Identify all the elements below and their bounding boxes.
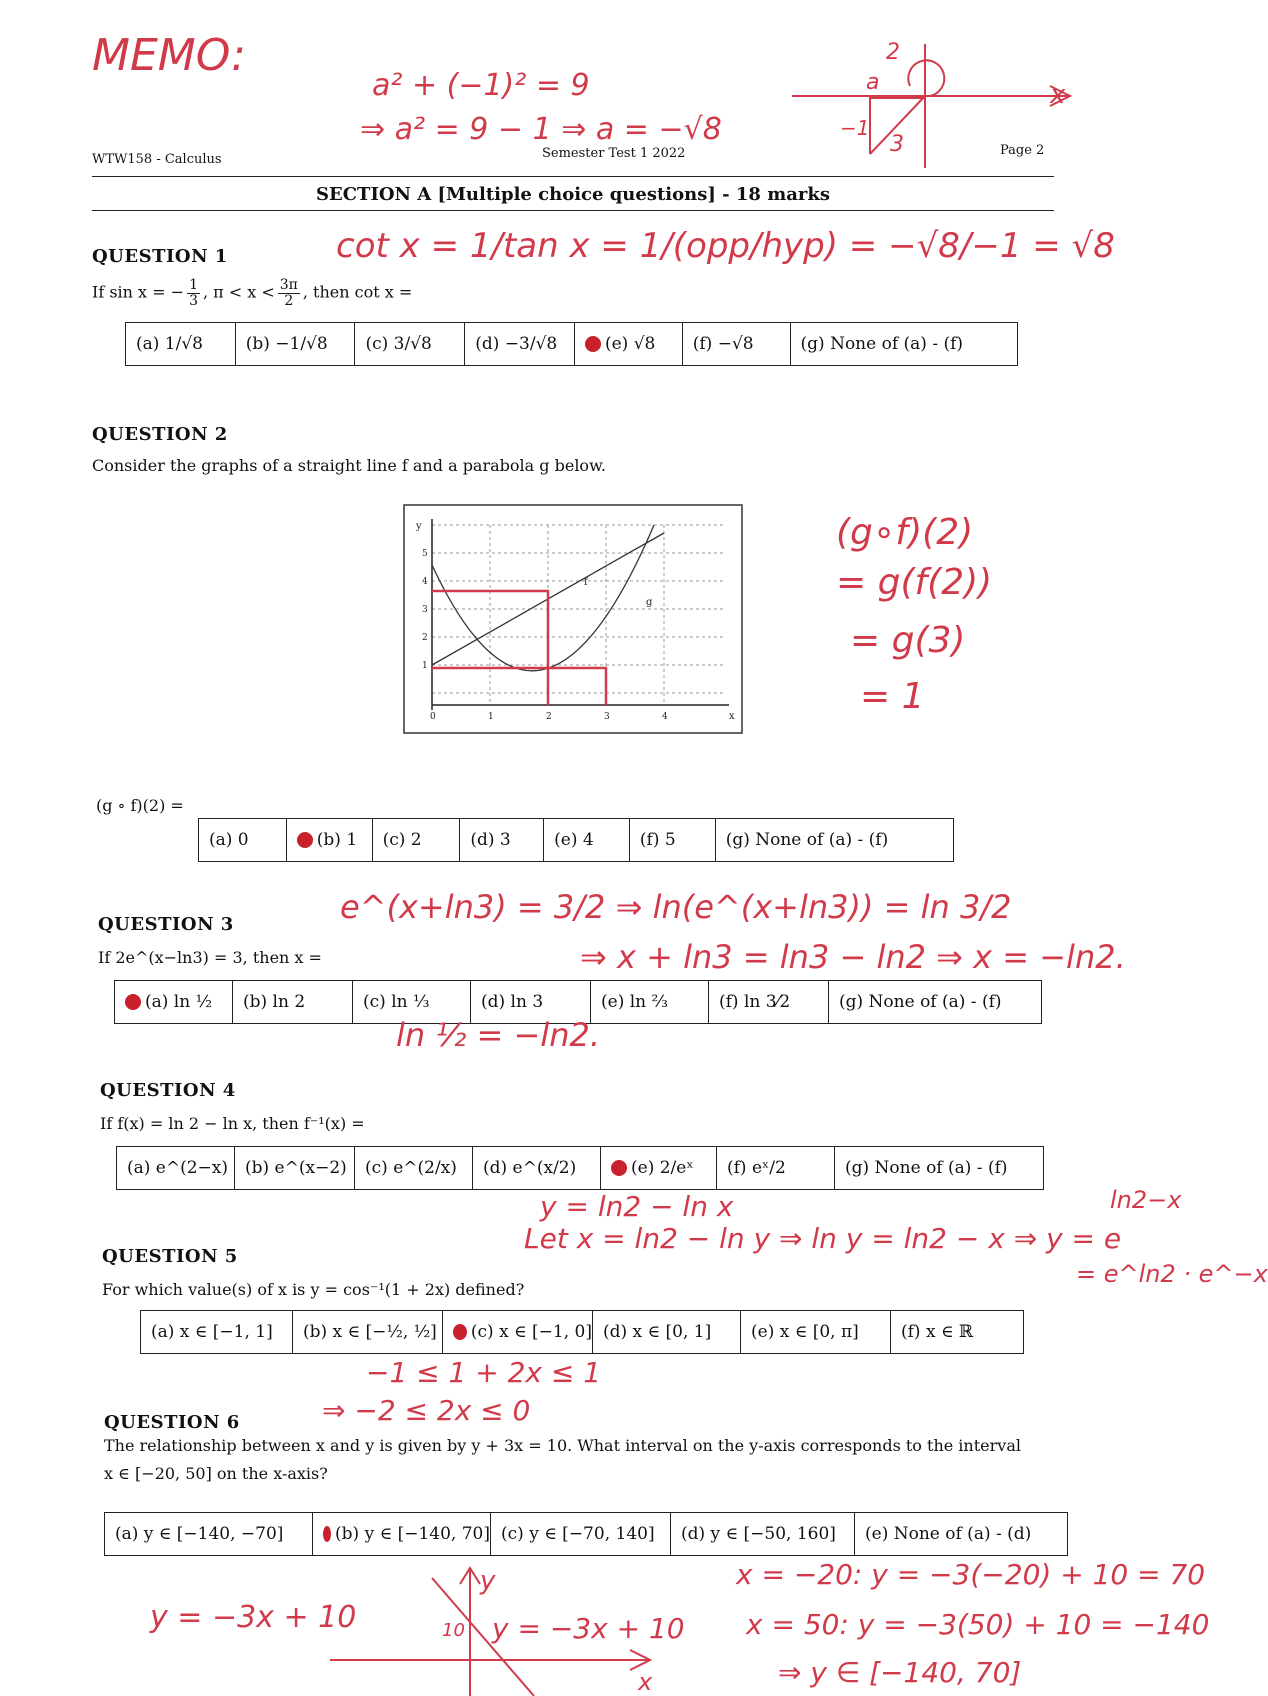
q2-ytick-2: 2 — [422, 633, 428, 643]
q2-ytick-4: 4 — [422, 577, 428, 587]
q3-option-e[interactable]: (e) ln ⅔ — [591, 981, 709, 1023]
q4-option-f[interactable]: (f) eˣ/2 — [717, 1147, 835, 1189]
q5-option-e[interactable]: (e) x ∈ [0, π] — [741, 1311, 891, 1353]
q4-working-2: Let x = ln2 − ln y ⇒ ln y = ln2 − x ⇒ y = e — [524, 1222, 1122, 1255]
q2-option-b[interactable] — [287, 819, 373, 861]
selected-answer-mark — [297, 832, 313, 848]
q1-option-e[interactable] — [575, 323, 683, 365]
header-rule — [92, 176, 1054, 177]
q2-option-c[interactable]: (c) 2 — [373, 819, 461, 861]
q5-option-b[interactable]: (b) x ∈ [−½, ½] — [293, 1311, 443, 1353]
q5-option-a[interactable]: (a) x ∈ [−1, 1] — [141, 1311, 293, 1353]
q6-option-b-text: (b) y ∈ [−140, 70] — [335, 1524, 490, 1544]
q2-xtick-0: 0 — [430, 712, 436, 722]
q4-options — [116, 1146, 1044, 1190]
q2-option-a[interactable]: (a) 0 — [199, 819, 287, 861]
question-5-label: QUESTION 5 — [102, 1246, 238, 1267]
question-1-label: QUESTION 1 — [92, 246, 228, 267]
q2-option-d[interactable]: (d) 3 — [460, 819, 544, 861]
reference-triangle-sketch — [780, 40, 1080, 180]
page-number: Page 2 — [1000, 143, 1045, 158]
q5-option-c-text: (c) x ∈ [−1, 0] — [470, 1322, 592, 1342]
q3-option-a-text: (a) ln ½ — [145, 992, 213, 1012]
q2-xtick-1: 1 — [488, 712, 494, 722]
q1-option-c[interactable]: (c) 3/√8 — [355, 323, 465, 365]
memo-eq1: a² + (−1)² = 9 — [372, 68, 590, 103]
q2-red-trace-2 — [432, 668, 606, 705]
q6-working-r3: ⇒ y ∈ [−140, 70] — [778, 1656, 1022, 1689]
q4-option-d[interactable]: (d) e^(x/2) — [473, 1147, 601, 1189]
q3-option-a[interactable] — [115, 981, 233, 1023]
q1-frac-2 — [278, 278, 300, 308]
q2-working-2: = g(f(2)) — [836, 562, 993, 603]
q5-option-c[interactable] — [443, 1311, 593, 1353]
q1-frac-1-den: 3 — [189, 292, 198, 309]
q2-xtick-4: 4 — [662, 712, 668, 722]
q4-working-3: = e^ln2 · e^−x — [1076, 1260, 1268, 1288]
q4-option-b[interactable]: (b) e^(x−2) — [235, 1147, 355, 1189]
q2-parabola-g — [432, 525, 654, 671]
q1-option-f[interactable]: (f) −√8 — [683, 323, 791, 365]
q1-option-a[interactable]: (a) 1/√8 — [126, 323, 236, 365]
q1-stem — [92, 278, 412, 308]
q4-stem: If f(x) = ln 2 − ln x, then f⁻¹(x) = — [100, 1114, 365, 1133]
q6-option-b[interactable] — [313, 1513, 491, 1555]
q4-exponent: ln2−x — [1110, 1186, 1182, 1214]
question-2-label: QUESTION 2 — [92, 424, 228, 445]
q1-option-b[interactable]: (b) −1/√8 — [236, 323, 356, 365]
section-title: SECTION A [Multiple choice questions] - 18 marks — [316, 184, 830, 205]
memo-eq2: ⇒ a² = 9 − 1 ⇒ a = −√8 — [360, 112, 722, 147]
memo-heading: MEMO: — [92, 30, 246, 81]
q4-working-1: y = ln2 − ln x — [540, 1190, 734, 1223]
q6-option-a[interactable]: (a) y ∈ [−140, −70] — [105, 1513, 313, 1555]
q1-stem-part-b: , π < x < — [202, 282, 275, 302]
q1-stem-part-a: If sin x = − — [92, 282, 185, 302]
q6-working-r2: x = 50: y = −3(50) + 10 = −140 — [746, 1608, 1210, 1641]
q2-ytick-5: 5 — [422, 549, 428, 559]
q6-sketch-y-label: y — [480, 1566, 496, 1596]
q1-stem-part-c: , then cot x = — [302, 282, 413, 302]
selected-answer-mark — [611, 1160, 627, 1176]
triangle-a-label: a — [866, 70, 880, 95]
q3-working-below: ln ½ = −ln2. — [396, 1016, 601, 1054]
q2-graph-y-label: y — [416, 521, 422, 532]
q2-working-4: = 1 — [860, 676, 925, 717]
q5-option-f[interactable]: (f) x ∈ ℝ — [901, 1322, 974, 1342]
question-6-label: QUESTION 6 — [104, 1412, 240, 1433]
q2-option-f[interactable]: (f) 5 — [630, 819, 716, 861]
q1-frac-2-num: 3π — [279, 277, 298, 293]
q2-expression: (g ∘ f)(2) = — [96, 796, 184, 815]
q6-sketch-10-label: 10 — [442, 1620, 465, 1641]
q6-stem-line-2: x ∈ [−20, 50] on the x-axis? — [104, 1464, 328, 1483]
q2-working-3: = g(3) — [850, 620, 966, 661]
triangle-minus1-label: −1 — [840, 116, 870, 140]
q3-option-b[interactable]: (b) ln 2 — [233, 981, 353, 1023]
q2-option-g[interactable]: (g) None of (a) - (f) — [725, 830, 889, 850]
selected-answer-mark — [453, 1324, 467, 1340]
q2-graph — [404, 505, 742, 733]
q5-option-d[interactable]: (d) x ∈ [0, 1] — [593, 1311, 741, 1353]
q1-option-d[interactable]: (d) −3/√8 — [465, 323, 575, 365]
q6-working-left: y = −3x + 10 — [150, 1600, 357, 1635]
course-title: WTW158 - Calculus — [92, 152, 222, 167]
q2-ytick-3: 3 — [422, 605, 428, 615]
q1-options — [125, 322, 1018, 366]
q2-graph-f-label: f — [584, 577, 588, 588]
q4-option-e-text: (e) 2/eˣ — [631, 1158, 694, 1178]
section-rule — [92, 210, 1054, 211]
q2-ytick-1: 1 — [422, 661, 428, 671]
q3-option-g[interactable]: (g) None of (a) - (f) — [839, 992, 1002, 1012]
q6-working-r1: x = −20: y = −3(−20) + 10 = 70 — [736, 1558, 1206, 1591]
q3-working-1: e^(x+ln3) = 3/2 ⇒ ln(e^(x+ln3)) = ln 3/2 — [340, 888, 1012, 926]
q2-options — [198, 818, 954, 862]
q4-option-a[interactable]: (a) e^(2−x) — [117, 1147, 235, 1189]
q2-option-e[interactable]: (e) 4 — [544, 819, 630, 861]
q2-option-b-text: (b) 1 — [316, 830, 358, 850]
q6-sketch-equation: y = −3x + 10 — [492, 1612, 685, 1645]
q1-cot-working: cot x = 1/tan x = 1/(opp/hyp) = −√8/−1 = √8 — [336, 226, 1115, 266]
triangle-3-label: 3 — [890, 132, 904, 157]
q6-option-d[interactable]: (d) y ∈ [−50, 160] — [671, 1513, 855, 1555]
q5-stem: For which value(s) of x is y = cos⁻¹(1 + 2x) defined? — [102, 1280, 525, 1299]
q2-graph-x-label: x — [729, 711, 735, 722]
question-4-label: QUESTION 4 — [100, 1080, 236, 1101]
q4-option-e[interactable] — [601, 1147, 717, 1189]
q5-working-1: −1 ≤ 1 + 2x ≤ 1 — [366, 1356, 602, 1389]
q1-frac-1 — [187, 278, 200, 308]
q4-option-g[interactable]: (g) None of (a) - (f) — [845, 1158, 1008, 1178]
question-3-label: QUESTION 3 — [98, 914, 234, 935]
q3-option-f[interactable]: (f) ln 3⁄2 — [709, 981, 829, 1023]
q2-xtick-2: 2 — [546, 712, 552, 722]
selected-answer-mark — [323, 1526, 331, 1542]
q3-stem: If 2e^(x−ln3) = 3, then x = — [98, 948, 322, 967]
q2-stem: Consider the graphs of a straight line f and a parabola g below. — [92, 456, 606, 475]
q3-option-c[interactable]: (c) ln ⅓ — [353, 981, 471, 1023]
q4-option-c[interactable]: (c) e^(2/x) — [355, 1147, 473, 1189]
q6-sketch-x-label: x — [638, 1668, 653, 1696]
q1-option-g[interactable]: (g) None of (a) - (f) — [800, 334, 964, 354]
q1-frac-1-num: 1 — [189, 277, 198, 293]
q6-option-c[interactable]: (c) y ∈ [−70, 140] — [491, 1513, 671, 1555]
q6-stem-line-1: The relationship between x and y is given by y + 3x = 10. What interval on the y-axis corresponds to the interval — [104, 1436, 1021, 1455]
q3-option-d[interactable]: (d) ln 3 — [471, 981, 591, 1023]
q6-option-e[interactable]: (e) None of (a) - (d) — [865, 1524, 1032, 1544]
selected-answer-mark — [585, 336, 601, 352]
q2-graph-g-label: g — [646, 597, 653, 608]
selected-answer-mark — [125, 994, 141, 1010]
axis-x-label: x — [1050, 80, 1066, 110]
q1-frac-2-den: 2 — [284, 292, 294, 309]
q5-working-2: ⇒ −2 ≤ 2x ≤ 0 — [322, 1394, 531, 1427]
q2-working-1: (g∘f)(2) — [836, 512, 974, 553]
q5-options — [140, 1310, 1024, 1354]
q3-working-2: ⇒ x + ln3 = ln3 − ln2 ⇒ x = −ln2. — [580, 938, 1126, 976]
test-title: Semester Test 1 2022 — [542, 146, 686, 161]
q1-option-e-text: (e) √8 — [604, 334, 656, 354]
q2-xtick-3: 3 — [604, 712, 610, 722]
triangle-top-label: 2 — [886, 40, 900, 65]
q6-options — [104, 1512, 1068, 1556]
